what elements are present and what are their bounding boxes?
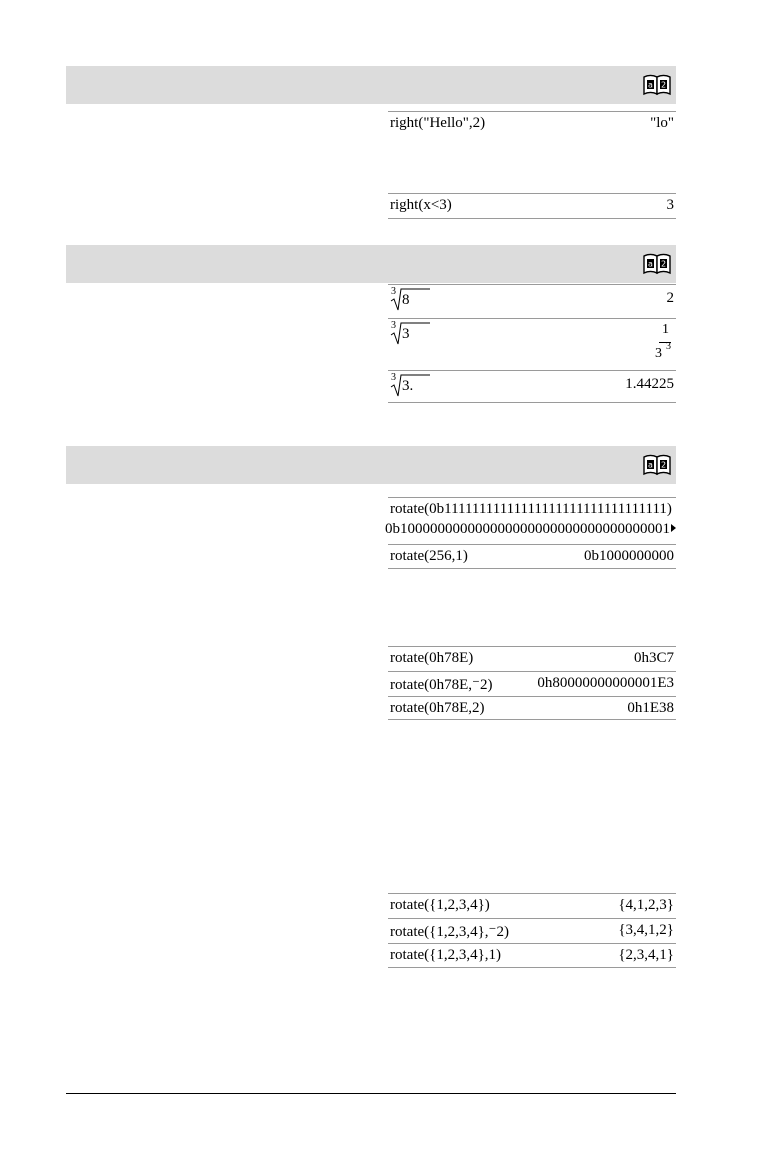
example-row <box>388 671 676 696</box>
example-input: right(x<3) <box>390 197 452 213</box>
example-input: rotate(0h78E,⁻2) <box>390 677 493 693</box>
svg-text:2: 2 <box>660 460 667 470</box>
root-index: 3 <box>391 286 396 297</box>
svg-text:2: 2 <box>660 259 667 269</box>
example-row <box>388 111 676 140</box>
example-row <box>388 918 676 943</box>
example-row <box>388 370 676 403</box>
root-index: 3 <box>391 372 396 383</box>
nth-root-expression <box>390 322 460 344</box>
example-row <box>385 497 676 544</box>
example-output: {4,1,2,3} <box>618 897 674 913</box>
example-output: 0h3C7 <box>633 650 674 666</box>
example-row <box>388 318 676 369</box>
section-header-root <box>66 245 676 283</box>
example-row <box>388 893 676 918</box>
example-output: {2,3,4,1} <box>618 947 674 963</box>
power-base: 3 <box>655 346 662 361</box>
example-row <box>388 696 676 720</box>
example-end-rule <box>388 967 676 968</box>
power-exponent: 3 <box>666 341 671 352</box>
page-footer-rule <box>66 1093 676 1094</box>
example-output: 0b1000000000 <box>584 548 674 564</box>
example-input: rotate(256,1) <box>390 548 468 564</box>
example-input: rotate(0b11111111111111111111111111111111) <box>390 501 672 517</box>
radicand: 3 <box>402 326 410 342</box>
example-input: right("Hello",2) <box>390 115 486 131</box>
example-input: rotate(0h78E,2) <box>390 700 485 716</box>
example-output: {3,4,1,2} <box>618 922 674 938</box>
example-row <box>388 193 676 219</box>
radicand: 8 <box>402 292 410 308</box>
svg-text:2: 2 <box>660 80 667 90</box>
example-row <box>388 284 676 317</box>
more-results-arrow-icon <box>671 524 676 532</box>
radical-sign-icon <box>390 288 430 314</box>
catalog-book-icon <box>642 252 672 276</box>
nth-root-expression <box>390 374 460 396</box>
example-input: rotate({1,2,3,4},1) <box>390 947 502 963</box>
fraction-numerator: 1 <box>662 322 669 337</box>
svg-text:a: a <box>648 460 653 470</box>
nth-root-expression <box>390 288 460 310</box>
example-output: 2 <box>666 290 674 306</box>
example-row <box>388 943 676 968</box>
example-end-rule <box>388 402 676 403</box>
example-end-rule <box>388 719 676 720</box>
example-input: rotate(0h78E) <box>390 650 474 666</box>
example-end-rule <box>388 568 676 569</box>
example-end-rule <box>388 218 676 219</box>
example-output: 0b100000000000000000000000000000000001 <box>385 521 676 538</box>
example-output: 0h80000000000001E3 <box>537 675 674 691</box>
example-output: "lo" <box>650 115 674 131</box>
example-input: rotate({1,2,3,4}) <box>390 897 490 913</box>
example-row <box>388 544 676 569</box>
svg-text:a: a <box>648 80 653 90</box>
example-output: 0h1E38 <box>627 700 674 716</box>
svg-text:a: a <box>648 259 653 269</box>
section-header-right <box>66 66 676 104</box>
root-index: 3 <box>391 320 396 331</box>
example-input: rotate({1,2,3,4},⁻2) <box>390 924 509 940</box>
fractional-power-output <box>642 322 672 362</box>
example-row <box>388 646 676 671</box>
example-output: 1.44225 <box>625 376 674 392</box>
section-header-rotate <box>66 446 676 484</box>
catalog-book-icon <box>642 453 672 477</box>
radical-sign-icon <box>390 322 430 348</box>
radicand: 3. <box>402 378 414 394</box>
catalog-book-icon <box>642 73 672 97</box>
example-output: 3 <box>666 197 674 213</box>
